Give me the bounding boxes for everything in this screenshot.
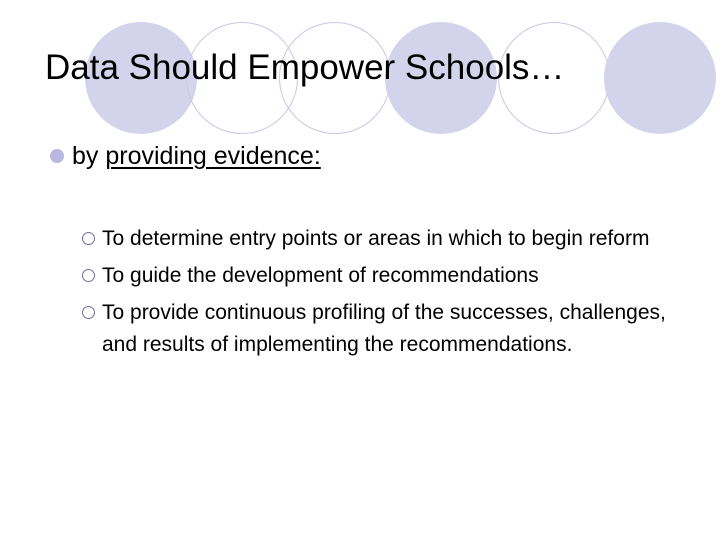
ring-bullet-icon (82, 306, 95, 319)
filled-bullet-icon (50, 149, 64, 163)
ring-bullet-icon (82, 269, 95, 282)
main-bullet-prefix: by (72, 142, 99, 170)
main-bullet-text (72, 140, 321, 172)
sub-bullet-item (80, 297, 680, 361)
decorative-circle-6 (604, 22, 716, 134)
providing-evidence-link[interactable]: providing evidence: (105, 142, 321, 170)
ring-bullet-icon (82, 232, 95, 245)
sub-bullet-list (80, 223, 680, 366)
sub-bullet-item (80, 260, 680, 292)
slide-title: Data Should Empower Schools… (45, 48, 565, 87)
main-bullet (50, 136, 321, 176)
sub-bullet-text: To provide continuous profiling of the successes, challenges, and results of implementing the recommendations. (102, 301, 666, 356)
sub-bullet-text: To determine entry points or areas in which to begin reform (102, 227, 650, 250)
sub-bullet-text: To guide the development of recommendations (102, 264, 539, 287)
sub-bullet-item (80, 223, 680, 255)
